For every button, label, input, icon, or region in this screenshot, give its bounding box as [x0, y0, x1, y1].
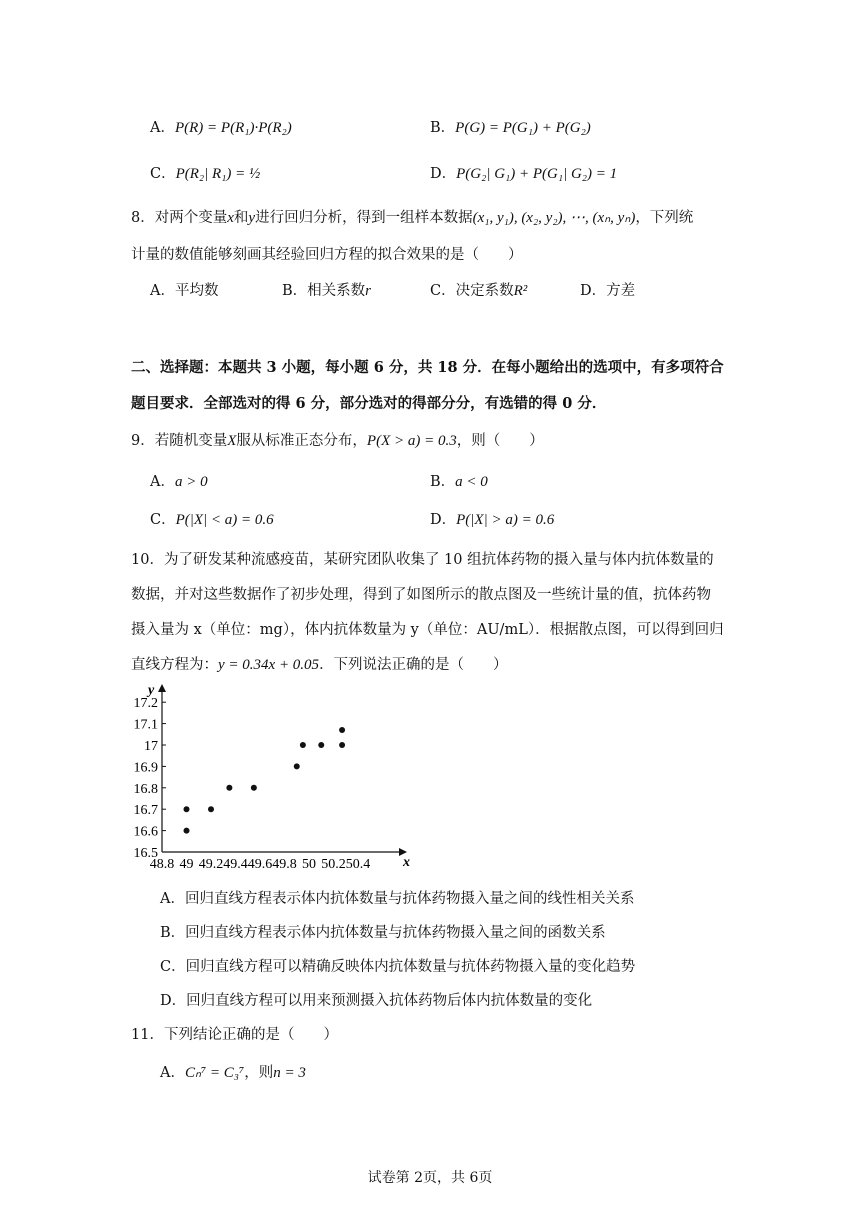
- option-label: D．: [430, 512, 457, 528]
- y-tick-label: 16.5: [133, 846, 158, 861]
- q8-option-c: [430, 281, 527, 301]
- y-tick-label: 17.1: [133, 717, 158, 733]
- text: 服从标准正态分布，: [236, 433, 367, 449]
- option-label: A．: [150, 120, 175, 136]
- q8-stem-line2: 计量的数值能够刻画其经验回归方程的拟合效果的是（ ）: [131, 247, 523, 263]
- q10-stem-line1: 10．为了研发某种流感疫苗，某研究团队收集了 10 组抗体药物的摄入量与体内抗体数量的: [131, 552, 714, 568]
- text: ．下列说法正确的是（ ）: [319, 657, 508, 673]
- q9-option-c: [150, 510, 274, 530]
- var-r: r: [365, 283, 371, 299]
- option-expr: a < 0: [455, 474, 488, 490]
- option-label: B．: [430, 474, 456, 490]
- option-expr: P(|X| < a) = 0.6: [175, 512, 274, 528]
- data-point: [251, 785, 257, 791]
- var-x: x: [227, 210, 234, 226]
- text: ，则: [244, 1065, 274, 1081]
- text: 直线方程为：: [131, 657, 218, 673]
- x-tick-label: 50: [302, 857, 316, 872]
- q10-option-c: C．回归直线方程可以精确反映体内抗体数量与抗体药物摄入量的变化趋势: [160, 959, 636, 975]
- x-tick-label: 50.2: [321, 857, 346, 872]
- data-point: [208, 806, 214, 812]
- q10-stem-line3: 摄入量为 x（单位：mg），体内抗体数量为 y（单位：AU/mL）．根据散点图，可以得到回归: [131, 622, 724, 638]
- x-tick-label: 49.4: [223, 857, 248, 872]
- var-r2: R²: [513, 283, 528, 299]
- text: 9．若随机变量: [131, 433, 228, 449]
- text: C．决定系数: [430, 283, 514, 299]
- condition: n = 3: [273, 1065, 306, 1081]
- y-tick-label: 16.9: [133, 760, 158, 776]
- option-expr: P(G) = P(G₁) + P(G₂): [455, 120, 591, 136]
- y-tick-label: 17: [144, 739, 158, 754]
- option-label: A．: [160, 1065, 185, 1081]
- data-point: [318, 742, 324, 748]
- q7-option-b: [430, 116, 591, 137]
- text: 进行回归分析，得到一组样本数据: [255, 210, 473, 226]
- y-tick-label: 16.8: [133, 781, 158, 797]
- y-tick-label: 16.7: [133, 803, 158, 819]
- y-axis-arrow: [158, 684, 166, 692]
- option-expr: Cₙ⁷ = C₃⁷: [184, 1065, 245, 1081]
- option-label: C．: [150, 512, 176, 528]
- section2-heading-line1: 二、选择题：本题共 3 小题，每小题 6 分，共 18 分．在每小题给出的选项中，有多项符合: [131, 359, 724, 376]
- data-point: [339, 742, 345, 748]
- x-tick-label: 48.8: [149, 857, 175, 872]
- data-point: [339, 727, 345, 733]
- y-axis-label: y: [148, 683, 155, 698]
- data-point: [184, 806, 190, 812]
- q8-option-a: A．平均数: [150, 283, 219, 299]
- option-expr: P(R) = P(R₁)·P(R₂): [174, 120, 292, 136]
- var-X: X: [227, 433, 237, 449]
- option-expr: P(G₂| G₁) + P(G₁| G₂) = 1: [456, 166, 618, 182]
- option-label: D．: [430, 166, 457, 182]
- q9-option-d: [430, 510, 554, 530]
- q11-stem: 11．下列结论正确的是（ ）: [131, 1027, 338, 1043]
- q10-option-b: B．回归直线方程表示体内抗体数量与抗体药物摄入量之间的函数关系: [160, 925, 606, 941]
- regression-equation: y = 0.34x + 0.05: [218, 657, 320, 673]
- y-tick-label: 16.6: [133, 824, 158, 840]
- text: ，则（ ）: [456, 433, 544, 449]
- data-point: [226, 785, 232, 791]
- x-tick-label: 49.6: [247, 857, 273, 872]
- q8-stem-line1: [131, 208, 693, 228]
- q7-option-d: [430, 162, 617, 183]
- section2-heading-line2: 题目要求．全部选对的得 6 分，部分选对的得部分分，有选错的得 0 分．: [131, 395, 607, 412]
- data-point: [300, 742, 306, 748]
- text: 8．对两个变量: [131, 210, 228, 226]
- text: 和: [233, 210, 249, 226]
- option-expr: P(R₂| R₁) = ½: [175, 166, 261, 182]
- q8-option-b: [282, 281, 371, 301]
- q9-stem: [131, 431, 544, 451]
- var-y: y: [248, 210, 256, 226]
- q7-option-a: [150, 116, 292, 137]
- text: ，下列统: [635, 210, 694, 226]
- option-label: C．: [150, 166, 176, 182]
- option-expr: P(|X| > a) = 0.6: [456, 512, 555, 528]
- scatter-plot: [100, 680, 430, 880]
- q7-option-c: [150, 162, 260, 183]
- y-tick-label: 17.2: [133, 696, 158, 712]
- x-tick-label: 49: [179, 857, 194, 872]
- sample-data: (x₁, y₁), (x₂, y₂), ⋯, (xₙ, yₙ): [472, 210, 636, 226]
- option-label: A．: [150, 474, 175, 490]
- q10-stem-line2: 数据，并对这些数据作了初步处理，得到了如图所示的散点图及一些统计量的值，抗体药物: [131, 587, 711, 603]
- x-tick-label: 49.8: [272, 857, 297, 872]
- q11-option-a: [160, 1063, 306, 1083]
- q10-option-a: A．回归直线方程表示体内抗体数量与抗体药物摄入量之间的线性相关关系: [160, 891, 635, 907]
- q8-option-d: D．方差: [580, 283, 636, 299]
- q9-option-b: [430, 472, 488, 492]
- x-tick-label: 50.4: [345, 857, 371, 872]
- q10-stem-line4: [131, 655, 508, 675]
- x-tick-label: 49.2: [198, 857, 224, 872]
- data-point: [184, 828, 190, 834]
- option-expr: a > 0: [174, 474, 208, 490]
- page-footer: 试卷第 2页，共 6页: [367, 1170, 493, 1186]
- q9-option-a: [150, 472, 208, 492]
- text: B．相关系数: [282, 283, 366, 299]
- x-axis-label: x: [403, 855, 410, 870]
- option-label: B．: [430, 120, 456, 136]
- condition: P(X > a) = 0.3: [366, 433, 457, 449]
- data-point: [294, 763, 300, 769]
- q10-option-d: D．回归直线方程可以用来预测摄入抗体药物后体内抗体数量的变化: [160, 993, 593, 1009]
